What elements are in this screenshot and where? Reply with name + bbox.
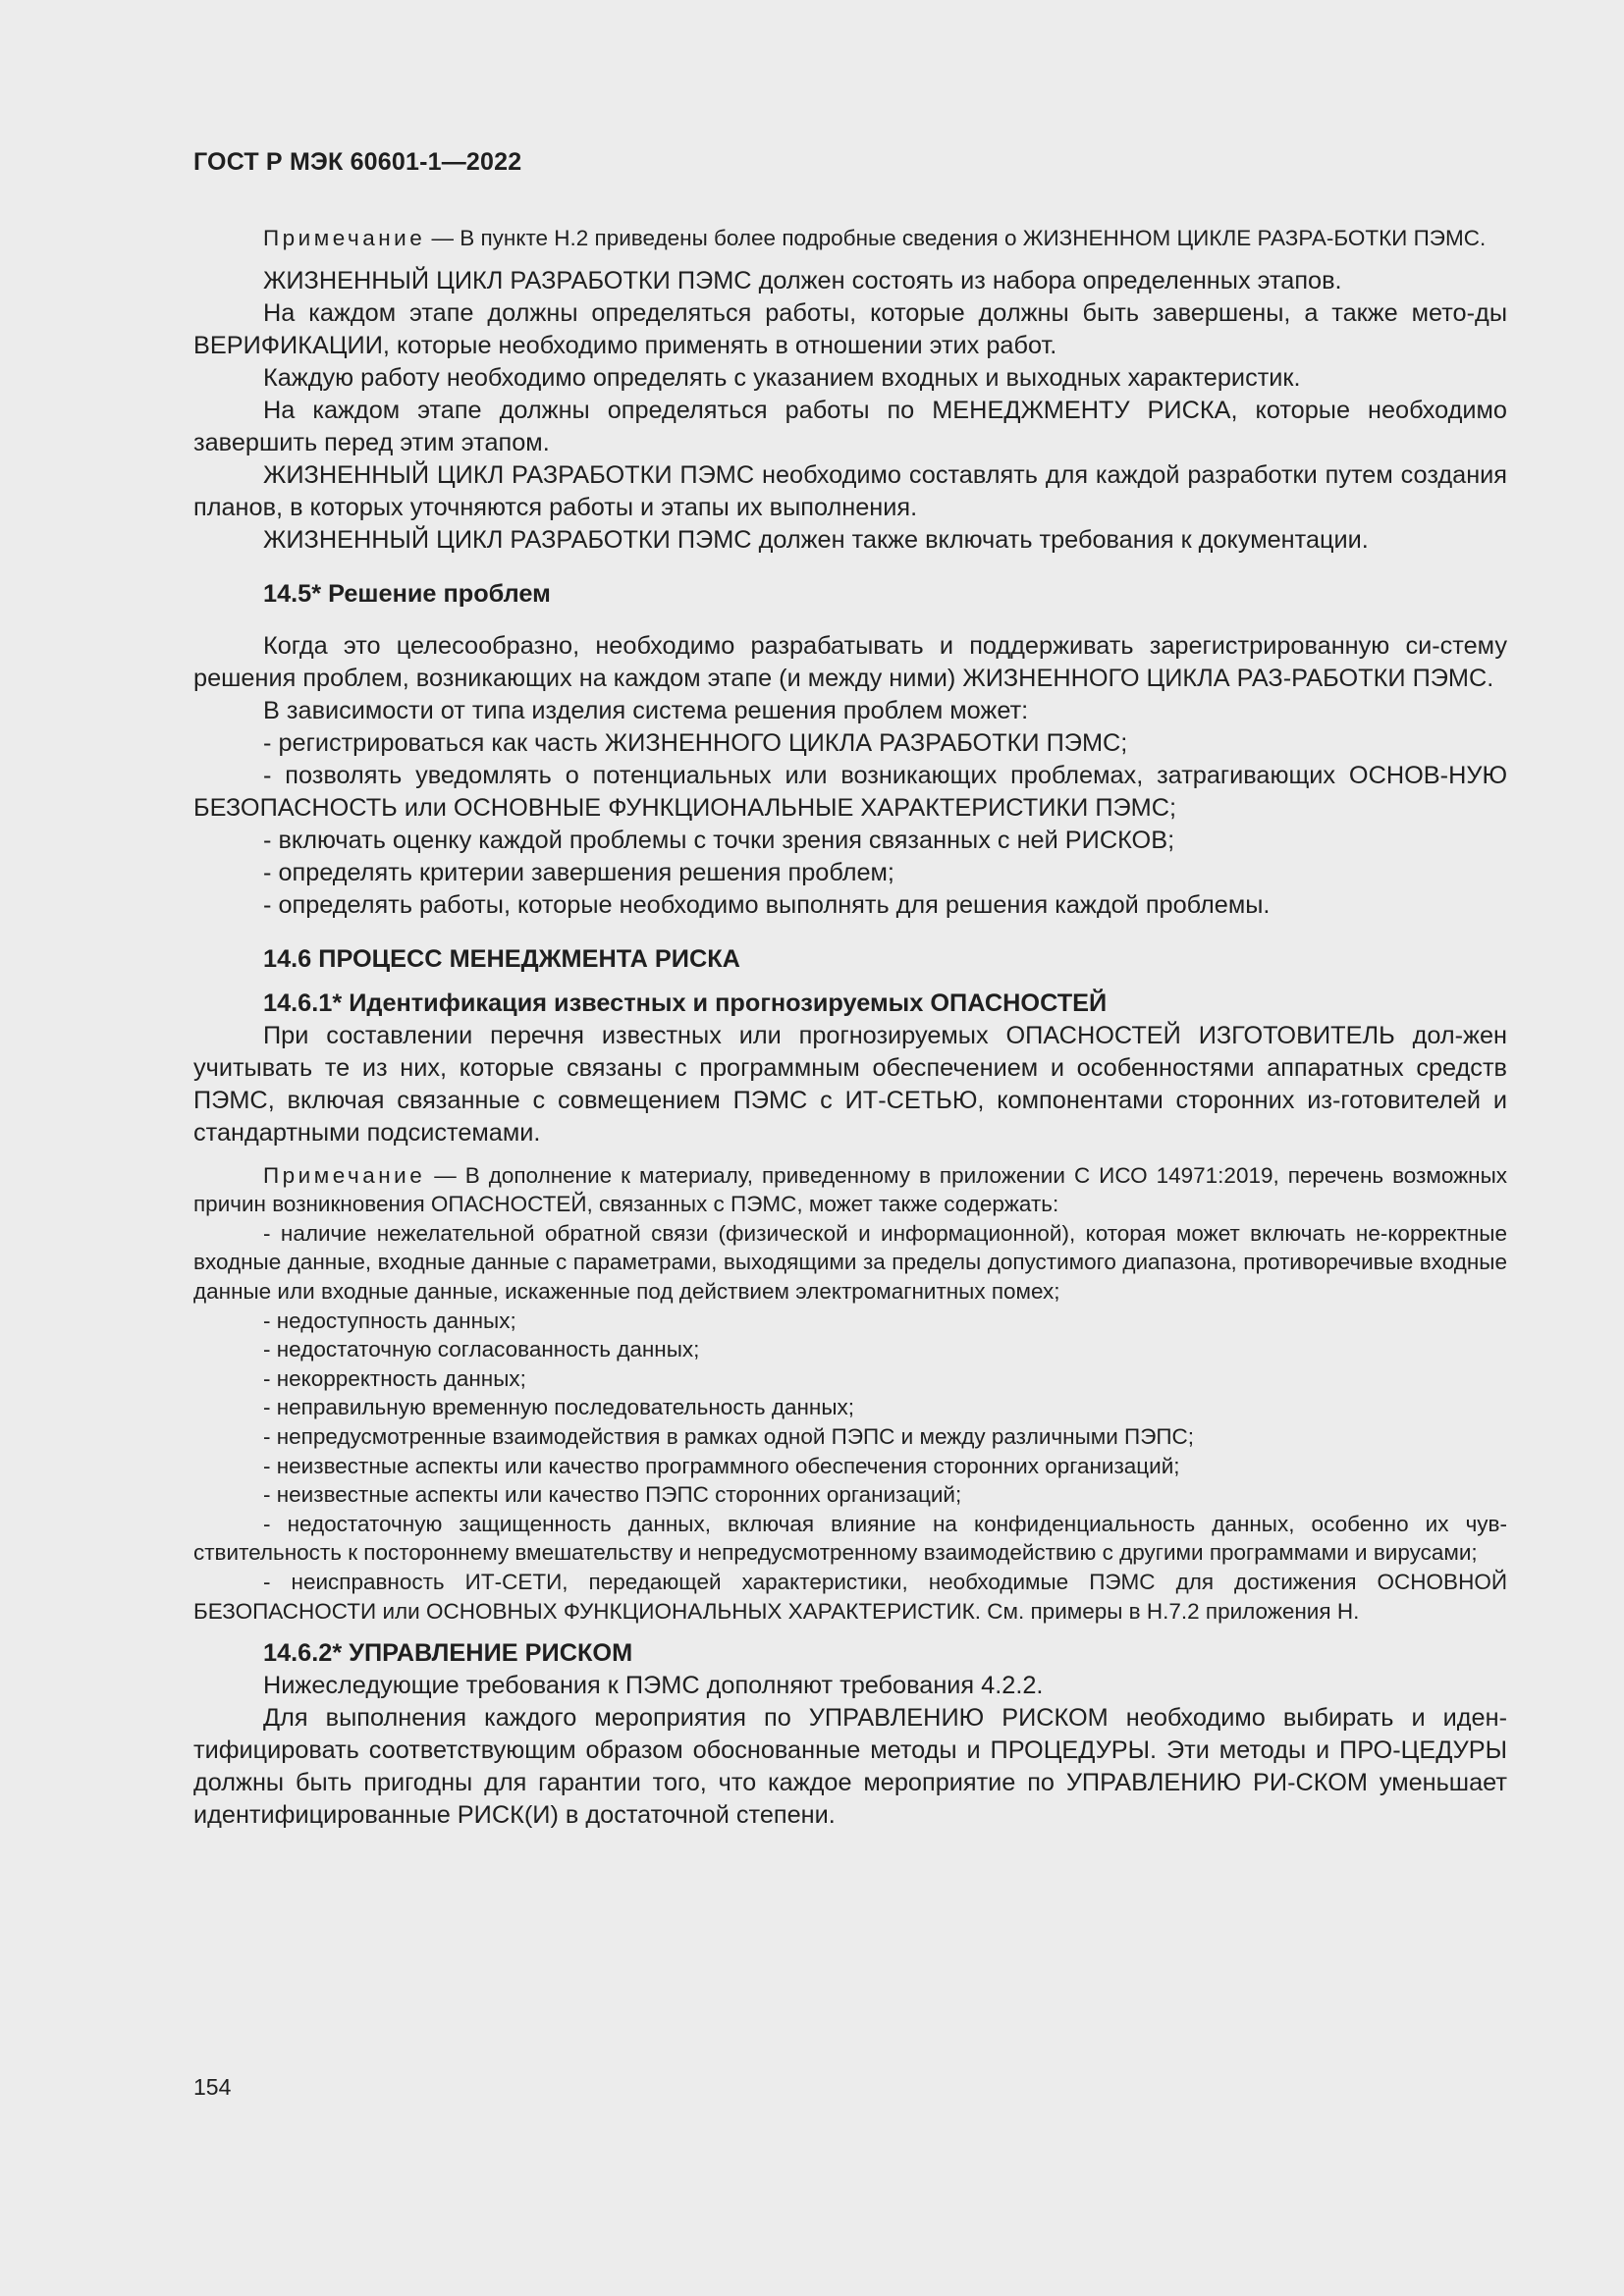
subsection-heading: 14.6.2* УПРАВЛЕНИЕ РИСКОМ — [263, 1639, 633, 1668]
list-item: - включать оценку каждой проблемы с точки зрения связанных с ней РИСКОВ; — [263, 826, 1175, 854]
spacer — [193, 922, 1507, 943]
note-list-item: - недостаточную согласованность данных; — [263, 1337, 700, 1362]
note-list-item: - неизвестные аспекты или качество ПЭПС сторонних организаций; — [263, 1482, 962, 1508]
note-label: Примечание — [263, 1162, 426, 1188]
body-paragraph: В зависимости от типа изделия система решения проблем может: — [263, 696, 1029, 724]
note-paragraph — [193, 224, 1507, 253]
note-list-item: - наличие нежелательной обратной связи (физической и информационной), которая может включать не-корректные входные данные, входные данные с параметрами, выходящими за пределы допустимого диапазона, противоречивые входные данные или входные данные, искаженные под действием электромагнитных помех; — [193, 1220, 1507, 1304]
spacer — [193, 1626, 1507, 1637]
body-paragraph: ЖИЗНЕННЫЙ ЦИКЛ РАЗРАБОТКИ ПЭМС необходимо составлять для каждой разработки путем создания планов, в которых уточняются работы и этапы их выполнения. — [193, 460, 1507, 521]
note-list-item: - недоступность данных; — [263, 1308, 516, 1333]
spacer — [193, 976, 1507, 988]
body-paragraph: ЖИЗНЕННЫЙ ЦИКЛ РАЗРАБОТКИ ПЭМС должен также включать требования к документации. — [263, 525, 1369, 554]
note-label: Примечание — [263, 226, 426, 250]
body-paragraph: Для выполнения каждого мероприятия по УПРАВЛЕНИЮ РИСКОМ необходимо выбирать и иден-тифицировать соответствующим образом обоснованные методы и ПРОЦЕДУРЫ. Эти методы и ПРО-ЦЕДУРЫ должны быть пригодны для гарантии того, что каждое мероприятие по УПРАВЛЕНИЮ РИ-СКОМ уменьшает идентифицированные РИСК(И) в достаточной степени. — [193, 1704, 1507, 1830]
list-item: - позволять уведомлять о потенциальных или возникающих проблемах, затрагивающих ОСНОВ-НУЮ БЕЗОПАСНОСТЬ или ОСНОВНЫЕ ФУНКЦИОНАЛЬНЫЕ ХАРАКТЕРИСТИКИ ПЭМС; — [193, 761, 1507, 822]
list-item: - регистрироваться как часть ЖИЗНЕННОГО ЦИКЛА РАЗРАБОТКИ ПЭМС; — [263, 728, 1128, 757]
body-paragraph: ЖИЗНЕННЫЙ ЦИКЛ РАЗРАБОТКИ ПЭМС должен состоять из набора определенных этапов. — [263, 266, 1342, 294]
body-paragraph: Нижеследующие требования к ПЭМС дополняют требования 4.2.2. — [263, 1672, 1044, 1700]
note-text: — В дополнение к материалу, приведенному в приложении С ИСО 14971:2019, перечень возможных причин возникновения ОПАСНОСТЕЙ, связанных с ПЭМС, может также содержать: — [193, 1162, 1507, 1217]
note-paragraph — [193, 1161, 1507, 1219]
body-paragraph: На каждом этапе должны определяться работы по МЕНЕДЖМЕНТУ РИСКА, которые необходимо завершить перед этим этапом. — [193, 396, 1507, 456]
note-list-item: - недостаточную защищенность данных, включая влияние на конфиденциальность данных, особенно их чув-ствительность к постороннему вмешательству и непредусмотренному взаимодействию с другими программами и вирусами; — [193, 1511, 1507, 1566]
body-paragraph: На каждом этапе должны определяться работы, которые должны быть завершены, а также мето-ды ВЕРИФИКАЦИИ, которые необходимо применять в отношении этих работ. — [193, 298, 1507, 359]
list-item: - определять критерии завершения решения проблем; — [263, 858, 894, 886]
section-heading: 14.5* Решение проблем — [263, 579, 551, 608]
note-list-item: - некорректность данных; — [263, 1365, 526, 1391]
note-list-item: - неизвестные аспекты или качество программного обеспечения сторонних организаций; — [263, 1453, 1180, 1478]
spacer — [193, 611, 1507, 630]
spacer — [193, 253, 1507, 265]
note-list-item: - неправильную временную последовательность данных; — [263, 1395, 855, 1420]
body-paragraph: Каждую работу необходимо определять с указанием входных и выходных характеристик. — [263, 363, 1301, 392]
spacer — [193, 1149, 1507, 1161]
page-number: 154 — [193, 2074, 232, 2100]
note-list-item: - неисправность ИТ-СЕТИ, передающей характеристики, необходимые ПЭМС для достижения ОСНОВНОЙ БЕЗОПАСНОСТИ или ОСНОВНЫХ ФУНКЦИОНАЛЬНЫХ ХАРАКТЕРИСТИК. См. примеры в Н.7.2 приложения Н. — [193, 1569, 1507, 1624]
document-header: ГОСТ Р МЭК 60601-1—2022 — [193, 148, 522, 176]
note-list-item: - непредусмотренные взаимодействия в рамках одной ПЭПС и между различными ПЭПС; — [263, 1423, 1195, 1449]
list-item: - определять работы, которые необходимо выполнять для решения каждой проблемы. — [263, 890, 1271, 919]
body-paragraph: Когда это целесообразно, необходимо разрабатывать и поддерживать зарегистрированную си-стему решения проблем, возникающих на каждом этапе (и между ними) ЖИЗНЕННОГО ЦИКЛА РАЗ-РАБОТКИ ПЭМС. — [193, 631, 1507, 692]
spacer — [193, 557, 1507, 578]
body-paragraph: При составлении перечня известных или прогнозируемых ОПАСНОСТЕЙ ИЗГОТОВИТЕЛЬ дол-жен учитывать те из них, которые связаны с программным обеспечением и особенностями аппаратных средств ПЭМС, включая связанные с совмещением ПЭМС с ИТ-СЕТЬЮ, компонентами сторонних из-готовителей и стандартными подсистемами. — [193, 1021, 1507, 1147]
note-text: — В пункте Н.2 приведены более подробные сведения о ЖИЗНЕННОМ ЦИКЛЕ РАЗРА-БОТКИ ПЭМС. — [425, 226, 1487, 250]
section-heading: 14.6 ПРОЦЕСС МЕНЕДЖМЕНТА РИСКА — [263, 944, 740, 973]
document-body — [193, 224, 1507, 1832]
subsection-heading: 14.6.1* Идентификация известных и прогнозируемых ОПАСНОСТЕЙ — [263, 988, 1108, 1017]
